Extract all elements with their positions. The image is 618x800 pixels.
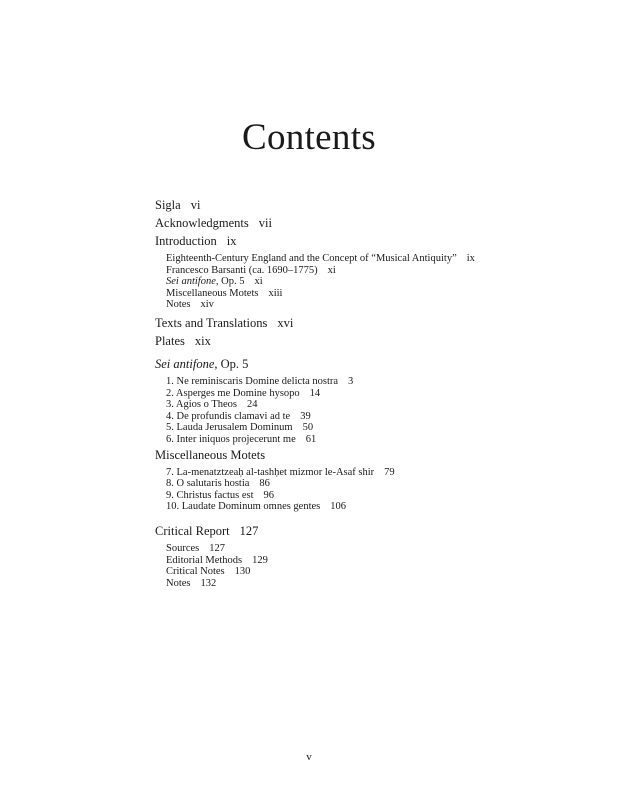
toc-page-number: ix	[226, 234, 237, 248]
toc-entry-title: Miscellaneous Motets	[155, 447, 266, 462]
toc-subentry[interactable]	[155, 399, 575, 411]
toc-subentry[interactable]	[155, 467, 575, 479]
toc-entry-title: Acknowledgments	[155, 216, 249, 230]
toc-entry-title: Critical Notes	[166, 566, 225, 578]
toc-subentry[interactable]	[155, 288, 575, 300]
toc-subentry[interactable]	[155, 422, 575, 434]
toc-subentry[interactable]	[155, 578, 575, 590]
page-folio: v	[306, 751, 312, 763]
toc-page-number: 130	[234, 566, 251, 578]
toc-subentry[interactable]	[155, 566, 575, 578]
toc-entry-title: Critical Report	[155, 523, 230, 538]
toc-entry-texts-translations[interactable]	[155, 314, 575, 332]
toc-subentry[interactable]	[155, 543, 575, 555]
toc-entry-plates[interactable]	[155, 332, 575, 350]
toc-entry-title: Texts and Translations	[155, 315, 268, 330]
toc-page-number: 127	[239, 523, 259, 538]
toc-page-number: 86	[259, 478, 270, 490]
toc-subentry[interactable]	[155, 434, 575, 446]
toc-entry-title: 6. Inter iniquos projecerunt me	[166, 433, 296, 445]
toc-entry-acknowledgments[interactable]	[155, 214, 575, 232]
toc-entry-title: 10. Laudate Dominum omnes gentes	[166, 501, 321, 513]
toc-entry-critical-report[interactable]	[155, 522, 575, 540]
toc-entry-title: Sources	[166, 542, 200, 554]
toc-entry-title: 5. Lauda Jerusalem Dominum	[166, 422, 293, 434]
toc-entry-title: 4. De profundis clamavi ad te	[166, 410, 291, 422]
toc-entry-title: 8. O salutaris hostia	[166, 478, 250, 490]
toc-subentry[interactable]	[155, 555, 575, 567]
toc-entry-title: Editorial Methods	[166, 554, 243, 566]
toc-page-number: 24	[246, 399, 258, 411]
toc-entry-italic-title: Sei antifone,	[166, 276, 219, 288]
toc-entry-title: Sigla	[155, 198, 181, 212]
toc-page-number: 39	[300, 410, 311, 422]
toc-entry-title: 3. Agios o Theos	[166, 399, 237, 411]
toc-page-number: 127	[209, 542, 225, 554]
toc-section-miscellaneous-motets[interactable]	[155, 446, 575, 464]
toc-subentry[interactable]	[155, 478, 575, 490]
toc-section-sei-antifone[interactable]	[155, 355, 575, 373]
toc-subentry[interactable]	[155, 276, 575, 288]
toc-entry-title: 7. La-menatztzeaḥ al-tashḥet mizmor le-Asaf shir	[166, 466, 375, 478]
page-title: Contents	[242, 117, 376, 158]
toc-entry-title: Op. 5	[217, 356, 249, 371]
toc-page-number: xiii	[268, 287, 283, 299]
toc-entry-title: 2. Asperges me Domine hysopo	[166, 387, 300, 399]
toc-subentry[interactable]	[155, 490, 575, 502]
toc-subentry[interactable]	[155, 376, 575, 388]
toc-page-number: 14	[309, 387, 321, 399]
toc-subentry[interactable]	[155, 265, 575, 277]
toc-entry-sigla[interactable]	[155, 196, 575, 214]
toc-page-number: 129	[252, 554, 268, 566]
toc-page-number: ix	[466, 253, 475, 264]
toc-entry-title: Notes	[166, 577, 191, 589]
toc-subentry[interactable]	[155, 299, 575, 311]
toc-entry-title: Introduction	[155, 234, 217, 248]
toc-entry-title: Op. 5	[218, 276, 245, 288]
toc-subentry[interactable]	[155, 253, 575, 265]
toc-entry-title: 9. Christus factus est	[166, 489, 254, 501]
toc-page-number: 132	[200, 577, 217, 589]
toc-page-number: 106	[330, 501, 347, 513]
toc-page-number: xiv	[200, 299, 214, 311]
toc-page-number: xvi	[277, 315, 294, 330]
toc-subentry[interactable]	[155, 388, 575, 400]
toc-page-number: xi	[254, 276, 263, 288]
toc-entry-title: Miscellaneous Motets	[166, 287, 259, 299]
toc-page-number: 96	[263, 489, 274, 501]
toc-entry-italic-title: Sei antifone,	[155, 356, 218, 371]
toc-page-number: 50	[302, 422, 314, 434]
toc-entry-title: Plates	[155, 333, 185, 348]
toc-entry-introduction[interactable]	[155, 232, 575, 250]
toc-subentry[interactable]	[155, 501, 575, 513]
toc-entry-title: Notes	[166, 299, 191, 311]
toc-page-number: vi	[190, 198, 201, 212]
toc-page-number: xi	[327, 264, 336, 276]
toc-page-number: xix	[194, 333, 211, 348]
toc-entry-title: Eighteenth-Century England and the Concept of “Musical Antiquity”	[166, 253, 457, 264]
toc-page-number: 3	[348, 375, 354, 387]
toc-subentry[interactable]	[155, 411, 575, 423]
toc-page-number: vii	[258, 216, 272, 230]
toc-page-number: 61	[305, 433, 317, 445]
table-of-contents	[155, 196, 575, 589]
toc-entry-title: Francesco Barsanti (ca. 1690–1775)	[166, 264, 318, 276]
toc-entry-title: 1. Ne reminiscaris Domine delicta nostra	[166, 375, 339, 387]
toc-page-number: 79	[384, 466, 395, 478]
